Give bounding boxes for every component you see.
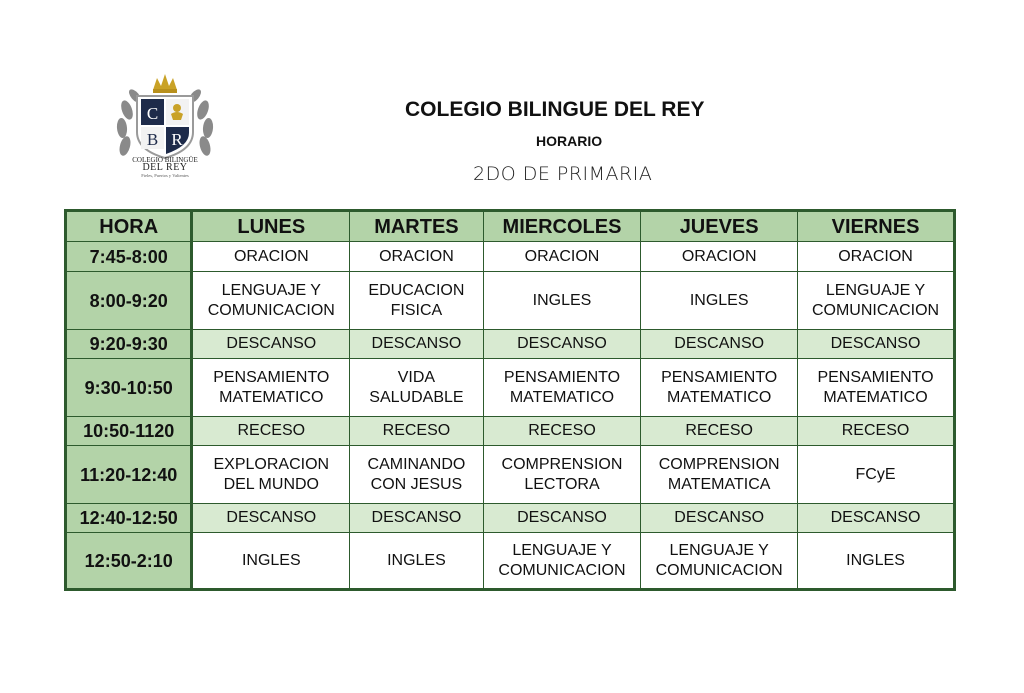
schedule-cell: DESCANSO xyxy=(350,330,484,359)
schedule-cell: DESCANSO xyxy=(192,504,350,533)
schedule-cell: DESCANSO xyxy=(641,504,798,533)
logo-motto: Fieles, Puertos y Valientes xyxy=(141,173,189,178)
logo-line2: DEL REY xyxy=(142,162,188,173)
schedule-cell: DESCANSO xyxy=(192,330,350,359)
schedule-row xyxy=(66,272,955,330)
schedule-cell: COMPRENSION LECTORA xyxy=(483,446,641,504)
schedule-cell: DESCANSO xyxy=(483,330,641,359)
time-slot: 8:00-9:20 xyxy=(66,272,192,330)
schedule-cell: LENGUAJE Y COMUNICACION xyxy=(483,533,641,590)
schedule-row xyxy=(66,417,955,446)
time-slot: 12:40-12:50 xyxy=(66,504,192,533)
schedule-cell: DESCANSO xyxy=(798,504,955,533)
schedule-row xyxy=(66,330,955,359)
schedule-cell: INGLES xyxy=(798,533,955,590)
schedule-cell: RECESO xyxy=(350,417,484,446)
schedule-cell: LENGUAJE Y COMUNICACION xyxy=(641,533,798,590)
schedule-row xyxy=(66,533,955,590)
schedule-cell: ORACION xyxy=(798,242,955,272)
school-title: COLEGIO BILINGUE DEL REY xyxy=(405,98,705,121)
schedule-cell: DESCANSO xyxy=(350,504,484,533)
schedule-cell: CAMINANDO CON JESUS xyxy=(350,446,484,504)
column-header-lunes: LUNES xyxy=(192,211,350,242)
schedule-cell: COMPRENSION MATEMATICA xyxy=(641,446,798,504)
logo-line1: COLEGIO BILINGÜE xyxy=(132,156,198,164)
schedule-row xyxy=(66,504,955,533)
grade-label: 2DO DE PRIMARIA xyxy=(473,163,653,185)
column-header-viernes: VIERNES xyxy=(798,211,955,242)
schedule-cell: LENGUAJE Y COMUNICACION xyxy=(192,272,350,330)
column-header-miercoles: MIERCOLES xyxy=(483,211,641,242)
schedule-row xyxy=(66,242,955,272)
schedule-cell: PENSAMIENTO MATEMATICO xyxy=(192,359,350,417)
time-slot: 11:20-12:40 xyxy=(66,446,192,504)
schedule-cell: PENSAMIENTO MATEMATICO xyxy=(483,359,641,417)
schedule-cell: ORACION xyxy=(483,242,641,272)
schedule-cell: RECESO xyxy=(192,417,350,446)
schedule-cell: VIDA SALUDABLE xyxy=(350,359,484,417)
time-slot: 9:20-9:30 xyxy=(66,330,192,359)
crown-icon xyxy=(153,74,177,93)
schedule-cell: INGLES xyxy=(483,272,641,330)
schedule-cell: EDUCACION FISICA xyxy=(350,272,484,330)
schedule-row xyxy=(66,359,955,417)
schedule-cell: ORACION xyxy=(641,242,798,272)
schedule-cell: DESCANSO xyxy=(641,330,798,359)
schedule-cell: FCyE xyxy=(798,446,955,504)
schedule-cell: DESCANSO xyxy=(483,504,641,533)
schedule-cell: RECESO xyxy=(798,417,955,446)
schedule-cell: DESCANSO xyxy=(798,330,955,359)
logo-letter-b: B xyxy=(146,130,159,149)
schedule-cell: PENSAMIENTO MATEMATICO xyxy=(641,359,798,417)
schedule-cell: RECESO xyxy=(483,417,641,446)
time-slot: 10:50-1120 xyxy=(66,417,192,446)
schedule-cell: RECESO xyxy=(641,417,798,446)
logo-caption xyxy=(113,156,217,180)
schedule-cell: ORACION xyxy=(350,242,484,272)
schedule-cell: EXPLORACION DEL MUNDO xyxy=(192,446,350,504)
schedule-row xyxy=(66,446,955,504)
time-slot: 7:45-8:00 xyxy=(66,242,192,272)
schedule-cell: INGLES xyxy=(192,533,350,590)
logo-letter-r: R xyxy=(171,130,183,149)
column-header-martes: MARTES xyxy=(350,211,484,242)
schedule-cell: INGLES xyxy=(350,533,484,590)
schedule-cell: LENGUAJE Y COMUNICACION xyxy=(798,272,955,330)
schedule-cell: ORACION xyxy=(192,242,350,272)
schedule-subtitle: HORARIO xyxy=(536,133,603,149)
schedule-cell: INGLES xyxy=(641,272,798,330)
column-header-jueves: JUEVES xyxy=(641,211,798,242)
time-slot: 9:30-10:50 xyxy=(66,359,192,417)
schedule-cell: PENSAMIENTO MATEMATICO xyxy=(798,359,955,417)
header-row xyxy=(66,211,955,242)
time-slot: 12:50-2:10 xyxy=(66,533,192,590)
schedule-table xyxy=(64,209,956,591)
column-header-hora: HORA xyxy=(66,211,192,242)
logo-letter-c: C xyxy=(146,104,159,123)
